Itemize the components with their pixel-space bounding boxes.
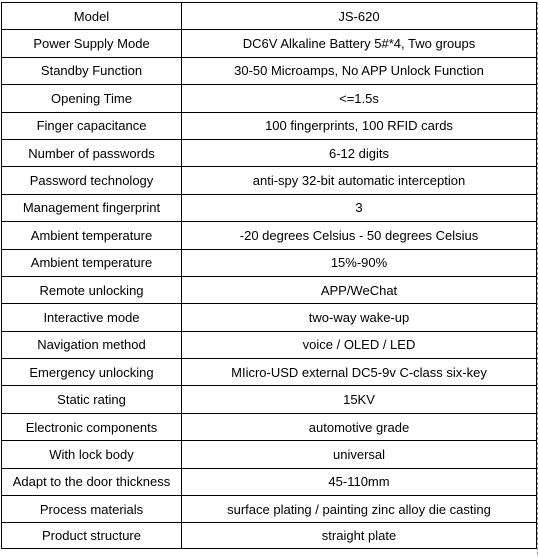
table-row	[2, 304, 537, 331]
table-row	[2, 139, 537, 166]
spec-label: Standby Function	[2, 57, 182, 84]
spec-label: Product structure	[2, 523, 182, 549]
spec-value: 6-12 digits	[182, 139, 537, 166]
spec-label: Adapt to the door thickness	[2, 468, 182, 495]
spec-value: 15%-90%	[182, 249, 537, 276]
spec-label: Number of passwords	[2, 139, 182, 166]
spec-value: 100 fingerprints, 100 RFID cards	[182, 112, 537, 139]
spec-label: With lock body	[2, 441, 182, 468]
spec-value: anti-spy 32-bit automatic interception	[182, 167, 537, 194]
spec-label: Ambient temperature	[2, 222, 182, 249]
table-row	[2, 194, 537, 221]
spec-label: Management fingerprint	[2, 194, 182, 221]
spec-value: surface plating / painting zinc alloy die casting	[182, 496, 537, 523]
spec-value: 45-110mm	[182, 468, 537, 495]
spec-label: Finger capacitance	[2, 112, 182, 139]
table-row	[2, 222, 537, 249]
spec-label: Remote unlocking	[2, 276, 182, 303]
spec-label: Electronic components	[2, 413, 182, 440]
right-edge-divider	[537, 2, 538, 555]
spec-value: straight plate	[182, 523, 537, 549]
table-row	[2, 249, 537, 276]
table-row	[2, 167, 537, 194]
spec-value: MIicro-USD external DC5-9v C-class six-key	[182, 359, 537, 386]
table-row	[2, 468, 537, 495]
spec-label: Emergency unlocking	[2, 359, 182, 386]
table-row	[2, 359, 537, 386]
spec-label: Interactive mode	[2, 304, 182, 331]
spec-label: Ambient temperature	[2, 249, 182, 276]
spec-value: two-way wake-up	[182, 304, 537, 331]
spec-value: automotive grade	[182, 413, 537, 440]
table-row	[2, 441, 537, 468]
spec-table	[1, 2, 537, 549]
spec-label: Opening Time	[2, 85, 182, 112]
table-row	[2, 112, 537, 139]
table-row	[2, 57, 537, 84]
spec-label: Static rating	[2, 386, 182, 413]
table-row	[2, 3, 537, 30]
spec-value: 15KV	[182, 386, 537, 413]
table-row	[2, 85, 537, 112]
spec-value: 30-50 Microamps, No APP Unlock Function	[182, 57, 537, 84]
table-row	[2, 30, 537, 57]
table-row	[2, 413, 537, 440]
table-row	[2, 331, 537, 358]
spec-value: -20 degrees Celsius - 50 degrees Celsius	[182, 222, 537, 249]
spec-value: universal	[182, 441, 537, 468]
table-row	[2, 276, 537, 303]
spec-value: 3	[182, 194, 537, 221]
spec-label: Process materials	[2, 496, 182, 523]
spec-value: DC6V Alkaline Battery 5#*4, Two groups	[182, 30, 537, 57]
spec-label: Navigation method	[2, 331, 182, 358]
spec-value: voice / OLED / LED	[182, 331, 537, 358]
spec-value: <=1.5s	[182, 85, 537, 112]
spec-label: Password technology	[2, 167, 182, 194]
table-row	[2, 386, 537, 413]
spec-value: APP/WeChat	[182, 276, 537, 303]
spec-value: JS-620	[182, 3, 537, 30]
table-row	[2, 496, 537, 523]
table-row	[2, 523, 537, 549]
spec-label: Model	[2, 3, 182, 30]
spec-label: Power Supply Mode	[2, 30, 182, 57]
